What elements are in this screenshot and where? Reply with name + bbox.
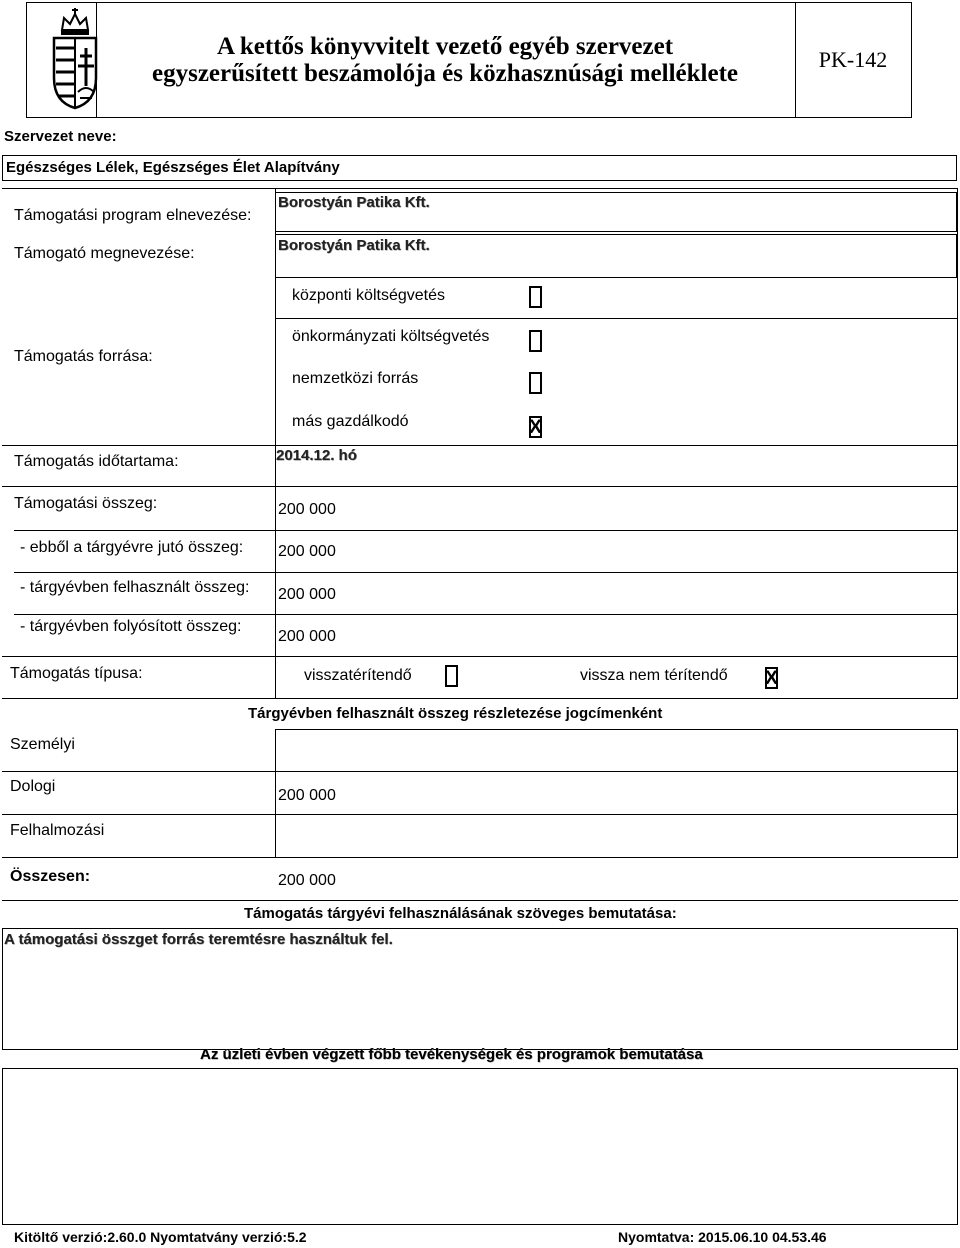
breakdown-column-divider bbox=[275, 729, 276, 857]
activities-heading: Az üzleti évben végzett főbb tevékenységek és programok bemutatása bbox=[200, 1046, 703, 1063]
personal-value[interactable] bbox=[278, 744, 378, 762]
row-separator bbox=[2, 656, 958, 657]
document-title-line2: egyszerűsített beszámolója és közhasznúsági melléklete bbox=[152, 60, 738, 87]
material-value[interactable]: 200 000 bbox=[278, 787, 336, 804]
description-text: A támogatási összget forrás teremtésre használtuk fel. bbox=[4, 931, 393, 948]
source-municipal-budget-checkbox[interactable] bbox=[529, 330, 542, 352]
row-separator bbox=[2, 814, 958, 815]
organization-name-label: Szervezet neve: bbox=[4, 128, 117, 145]
row-separator bbox=[14, 530, 958, 531]
row-separator bbox=[2, 857, 958, 858]
breakdown-right-edge bbox=[957, 729, 958, 857]
source-option-label: nemzetközi forrás bbox=[292, 370, 419, 387]
row-separator bbox=[14, 572, 958, 573]
disbursed-label: - tárgyévben folyósított összeg: bbox=[20, 618, 242, 635]
source-option-label: önkormányzati költségvetés bbox=[292, 328, 490, 345]
source-option-label: más gazdálkodó bbox=[292, 413, 409, 430]
document-title-line1: A kettős könyvvitelt vezető egyéb szervezet bbox=[216, 33, 674, 60]
type-refundable-checkbox[interactable] bbox=[445, 665, 458, 687]
used-label: - tárgyévben felhasznált összeg: bbox=[20, 579, 250, 596]
organization-name-value: Egészséges Lélek, Egészséges Élet Alapítvány bbox=[6, 159, 340, 176]
row-separator bbox=[2, 698, 958, 699]
current-year-label: - ebből a tárgyévre jutó összeg: bbox=[20, 539, 244, 556]
row-separator bbox=[14, 614, 958, 615]
program-label: Támogatási program elnevezése: bbox=[14, 207, 252, 224]
row-separator bbox=[2, 771, 958, 772]
material-label: Dologi bbox=[10, 778, 56, 795]
footer-printed: Nyomtatva: 2015.06.10 04.53.46 bbox=[618, 1229, 827, 1245]
capital-value[interactable] bbox=[278, 828, 378, 846]
amount-label: Támogatási összeg: bbox=[14, 495, 158, 512]
capital-label: Felhalmozási bbox=[10, 822, 105, 839]
breakdown-top-line bbox=[275, 729, 958, 730]
used-value[interactable]: 200 000 bbox=[278, 586, 336, 603]
total-label: Összesen: bbox=[10, 868, 91, 885]
type-nonrefundable-label: vissza nem térítendő bbox=[580, 667, 728, 684]
section-right-edge bbox=[957, 188, 958, 698]
description-heading: Támogatás tárgyévi felhasználásának szöveges bemutatása: bbox=[244, 905, 677, 922]
document-title bbox=[96, 4, 794, 116]
disbursed-value[interactable]: 200 000 bbox=[278, 628, 336, 645]
footer-version: Kitöltő verzió:2.60.0 Nyomtatvány verzió:5.2 bbox=[14, 1229, 307, 1245]
source-option-label: központi költségvetés bbox=[292, 287, 445, 304]
current-year-value[interactable]: 200 000 bbox=[278, 543, 336, 560]
source-other-business-checkbox[interactable]: X bbox=[529, 416, 542, 438]
type-label: Támogatás típusa: bbox=[10, 665, 143, 682]
source-separator bbox=[275, 318, 957, 319]
duration-value[interactable]: 2014.12. hó bbox=[276, 447, 357, 464]
form-code: PK-142 bbox=[818, 47, 888, 72]
row-separator bbox=[2, 900, 958, 901]
type-refundable-label: visszatérítendő bbox=[304, 667, 412, 684]
total-value[interactable]: 200 000 bbox=[278, 872, 336, 889]
amount-value[interactable]: 200 000 bbox=[278, 501, 336, 518]
provider-value: Borostyán Patika Kft. bbox=[278, 237, 430, 254]
source-label: Támogatás forrása: bbox=[14, 348, 153, 365]
provider-label: Támogató megnevezése: bbox=[14, 245, 195, 262]
personal-label: Személyi bbox=[10, 736, 75, 753]
source-separator-bottom bbox=[2, 445, 958, 446]
breakdown-heading: Tárgyévben felhasznált összeg részletezése jogcímenként bbox=[248, 705, 663, 722]
type-nonrefundable-checkbox[interactable]: X bbox=[765, 667, 778, 689]
activities-field[interactable] bbox=[2, 1068, 958, 1225]
program-value: Borostyán Patika Kft. bbox=[278, 194, 430, 211]
source-central-budget-checkbox[interactable] bbox=[529, 286, 542, 308]
section-top-line bbox=[2, 188, 958, 189]
source-international-checkbox[interactable] bbox=[529, 372, 542, 394]
duration-separator bbox=[2, 486, 958, 487]
duration-label: Támogatás időtartama: bbox=[14, 453, 179, 470]
